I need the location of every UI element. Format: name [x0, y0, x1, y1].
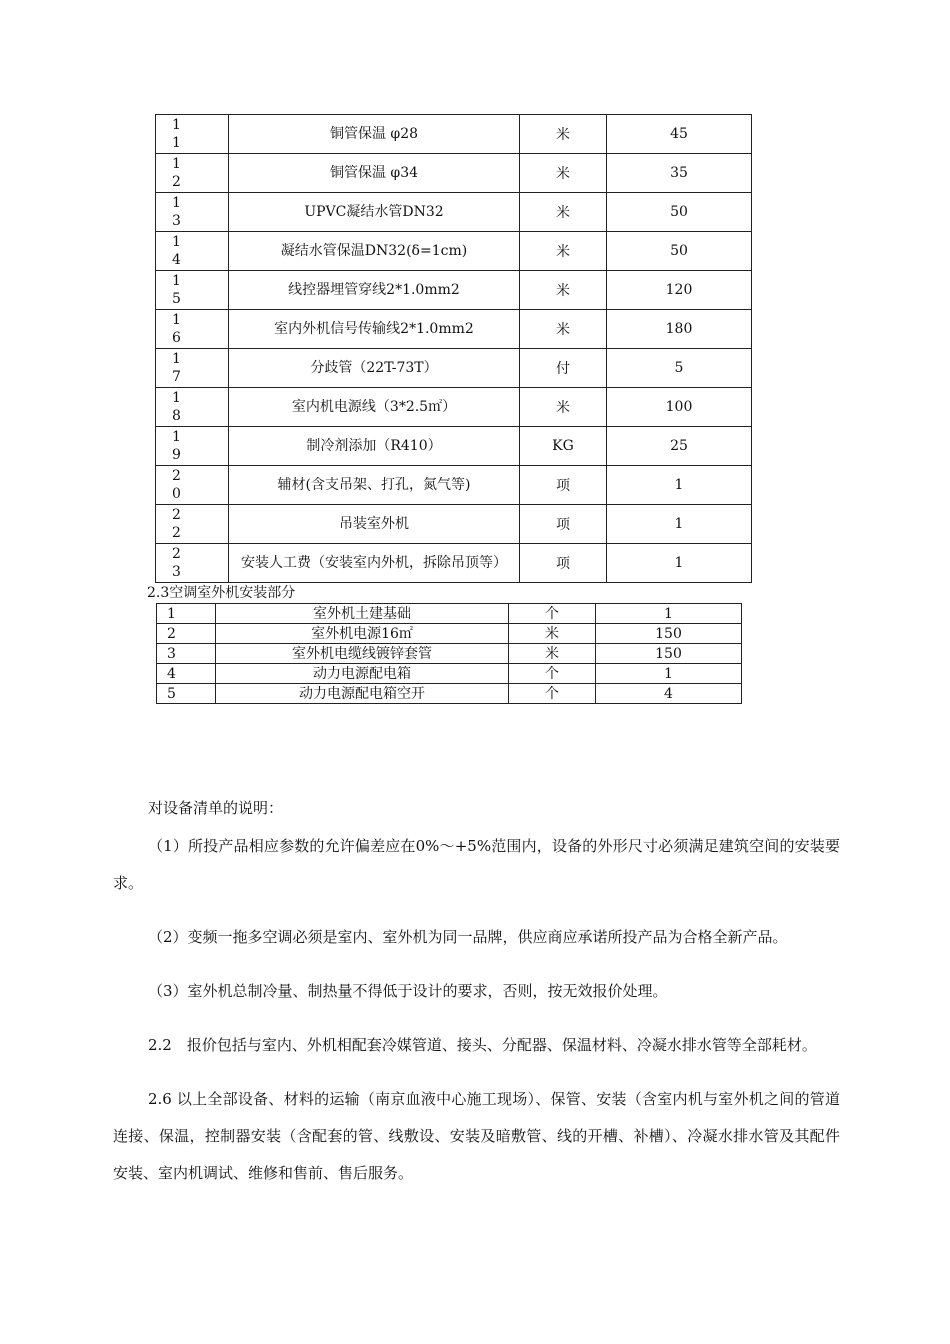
- materials-table-1-body: [156, 115, 752, 583]
- item-quantity: 150: [596, 644, 742, 664]
- item-quantity: 4: [596, 684, 742, 704]
- item-quantity: 180: [607, 310, 752, 349]
- table-row: [156, 388, 752, 427]
- row-number: 1 8: [156, 388, 229, 427]
- item-quantity: 150: [596, 624, 742, 644]
- item-quantity: 120: [607, 271, 752, 310]
- table-row: [156, 232, 752, 271]
- row-number: 1 9: [156, 427, 229, 466]
- table-row: [156, 427, 752, 466]
- table-row: [156, 505, 752, 544]
- item-quantity: 25: [607, 427, 752, 466]
- note-paragraph: （1）所投产品相应参数的允许偏差应在0%～+5%范围内，设备的外形尺寸必须满足建筑空间的安装要求。: [113, 837, 840, 892]
- row-number: 1 2: [156, 154, 229, 193]
- table-row: [157, 664, 742, 684]
- row-number: 1 1: [156, 115, 229, 154]
- item-name: 辅材(含支吊架、打孔，氮气等): [229, 466, 520, 505]
- item-unit: 个: [509, 664, 596, 684]
- row-number: 1 3: [156, 193, 229, 232]
- materials-table-1: [155, 114, 752, 583]
- materials-table-2-body: [157, 604, 742, 704]
- table-row: [157, 644, 742, 664]
- item-unit: 米: [520, 193, 607, 232]
- equipment-notes: [113, 790, 840, 1209]
- item-name: UPVC凝结水管DN32: [229, 193, 520, 232]
- row-number: 5: [157, 684, 216, 704]
- item-unit: 米: [520, 271, 607, 310]
- item-name: 室内外机信号传输线2*1.0mm2: [229, 310, 520, 349]
- table-row: [156, 115, 752, 154]
- row-number: 1 4: [156, 232, 229, 271]
- note-paragraph: （3）室外机总制冷量、制热量不得低于设计的要求，否则，按无效报价处理。: [148, 982, 668, 1000]
- item-unit: 个: [509, 604, 596, 624]
- item-name: 室外机电缆线镀锌套管: [216, 644, 509, 664]
- row-number: 1 7: [156, 349, 229, 388]
- item-quantity: 1: [607, 466, 752, 505]
- item-quantity: 50: [607, 193, 752, 232]
- table-row: [156, 271, 752, 310]
- row-number: 2 0: [156, 466, 229, 505]
- item-unit: 米: [520, 232, 607, 271]
- row-number: 1 5: [156, 271, 229, 310]
- section-heading-2-3: 2.3空调室外机安装部分: [147, 585, 296, 601]
- item-unit: 米: [509, 624, 596, 644]
- item-name: 凝结水管保温DN32(δ=1cm): [229, 232, 520, 271]
- item-name: 室外机土建基础: [216, 604, 509, 624]
- materials-table-2: [156, 603, 742, 704]
- item-unit: KG: [520, 427, 607, 466]
- row-number: 4: [157, 664, 216, 684]
- item-name: 动力电源配电箱: [216, 664, 509, 684]
- item-quantity: 5: [607, 349, 752, 388]
- item-unit: 米: [509, 644, 596, 664]
- item-unit: 付: [520, 349, 607, 388]
- item-quantity: 45: [607, 115, 752, 154]
- item-name: 室内机电源线（3*2.5㎡）: [229, 388, 520, 427]
- row-number: 1 6: [156, 310, 229, 349]
- item-name: 制冷剂添加（R410）: [229, 427, 520, 466]
- row-number: 1: [157, 604, 216, 624]
- item-quantity: 35: [607, 154, 752, 193]
- item-quantity: 50: [607, 232, 752, 271]
- item-name: 分歧管（22T-73T）: [229, 349, 520, 388]
- item-name: 室外机电源16㎡: [216, 624, 509, 644]
- note-paragraph: 2.6 以上全部设备、材料的运输（南京血液中心施工现场）、保管、安装（含室内机与室外机之间的管道连接、保温，控制器安装（含配套的管、线敷设、安装及暗敷管、线的开槽、补槽）、冷凝水排水管及其配件安装、室内机调试、维修和售前、售后服务。: [113, 1090, 840, 1182]
- table-row: [157, 604, 742, 624]
- table-row: [156, 466, 752, 505]
- table-row: [157, 624, 742, 644]
- row-number: 2 3: [156, 544, 229, 583]
- note-paragraph: 2.2 报价包括与室内、外机相配套冷媒管道、接头、分配器、保温材料、冷凝水排水管等全部耗材。: [148, 1036, 817, 1054]
- item-unit: 个: [509, 684, 596, 704]
- item-quantity: 1: [607, 505, 752, 544]
- item-quantity: 1: [596, 604, 742, 624]
- item-name: 吊装室外机: [229, 505, 520, 544]
- table-row: [156, 349, 752, 388]
- row-number: 2: [157, 624, 216, 644]
- item-quantity: 1: [596, 664, 742, 684]
- item-name: 铜管保温 φ28: [229, 115, 520, 154]
- item-name: 动力电源配电箱空开: [216, 684, 509, 704]
- notes-heading: 对设备清单的说明：: [148, 799, 284, 817]
- row-number: 2 2: [156, 505, 229, 544]
- item-name: 铜管保温 φ34: [229, 154, 520, 193]
- item-unit: 项: [520, 505, 607, 544]
- item-unit: 米: [520, 115, 607, 154]
- row-number: 3: [157, 644, 216, 664]
- item-quantity: 1: [607, 544, 752, 583]
- item-quantity: 100: [607, 388, 752, 427]
- item-unit: 项: [520, 544, 607, 583]
- table-row: [156, 544, 752, 583]
- item-name: 线控器埋管穿线2*1.0mm2: [229, 271, 520, 310]
- table-row: [156, 193, 752, 232]
- table-row: [156, 310, 752, 349]
- note-paragraph: （2）变频一拖多空调必须是室内、室外机为同一品牌，供应商应承诺所投产品为合格全新产品。: [148, 928, 788, 946]
- item-unit: 项: [520, 466, 607, 505]
- item-name: 安装人工费（安装室内外机，拆除吊顶等）: [229, 544, 520, 583]
- table-row: [157, 684, 742, 704]
- item-unit: 米: [520, 154, 607, 193]
- table-row: [156, 154, 752, 193]
- item-unit: 米: [520, 388, 607, 427]
- item-unit: 米: [520, 310, 607, 349]
